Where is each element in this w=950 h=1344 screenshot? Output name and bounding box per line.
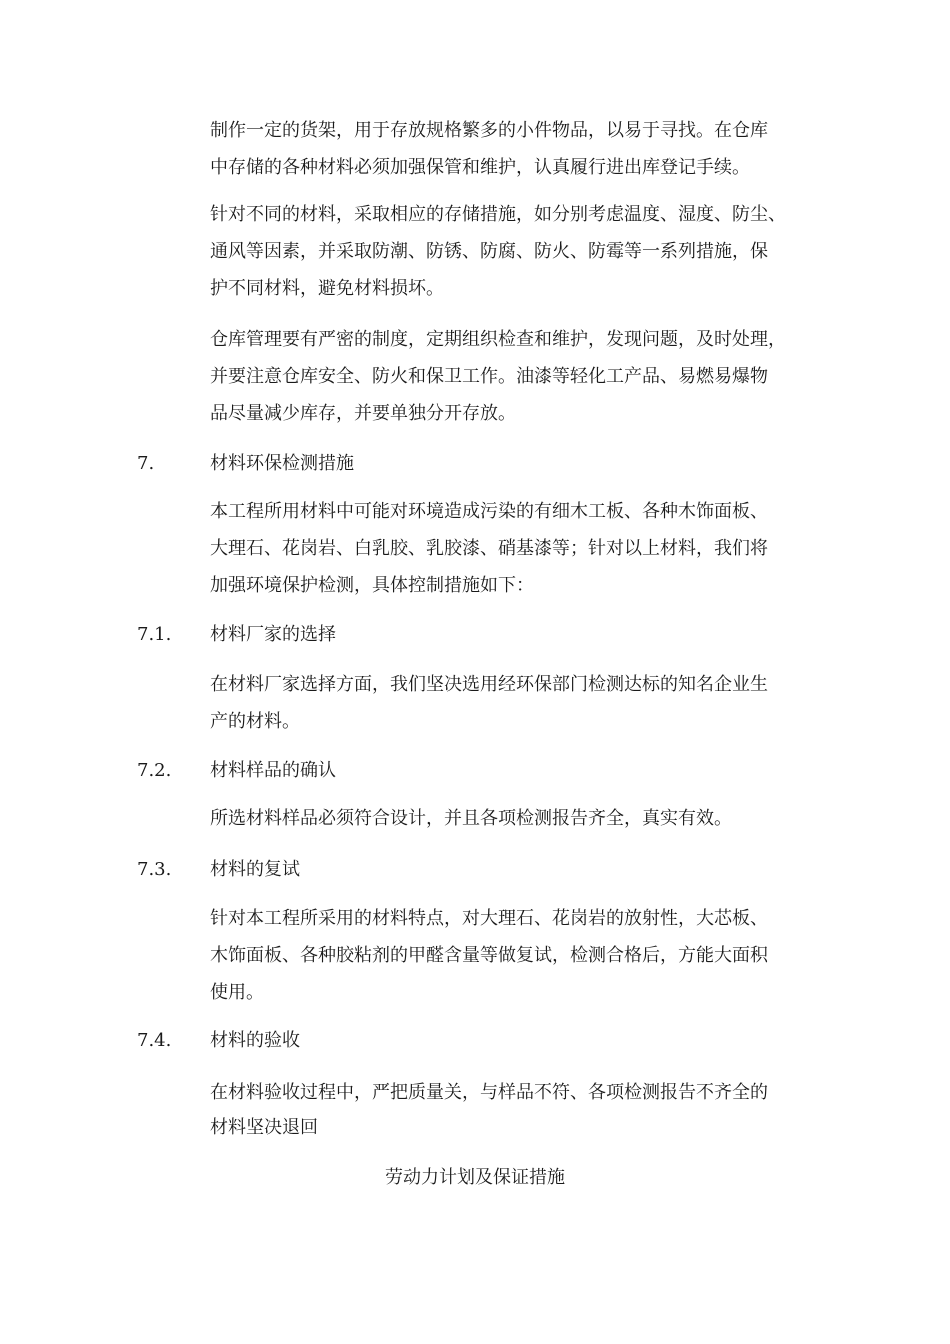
section-heading-7-4 [0, 1026, 950, 1056]
section-heading-7-1 [0, 620, 950, 650]
paragraph-shelving [210, 112, 822, 186]
section-number: 7.2. [137, 760, 172, 781]
text-line: 大理石、花岗岩、白乳胶、乳胶漆、硝基漆等；针对以上材料，我们将 [210, 538, 768, 559]
text-line: 针对不同的材料，采取相应的存储措施，如分别考虑温度、湿度、防尘、 [210, 204, 786, 225]
section-number: 7.1. [137, 624, 172, 645]
paragraph-storage-measures [210, 196, 822, 307]
text-line: 加强环境保护检测，具体控制措施如下： [210, 575, 534, 596]
text-line: 使用。 [210, 982, 264, 1003]
section-7-4-body [210, 1074, 822, 1145]
paragraph-warehouse-management [210, 321, 822, 432]
text-line: 产的材料。 [210, 711, 300, 732]
section-heading-7 [0, 449, 950, 479]
text-line: 材料坚决退回 [210, 1117, 318, 1138]
section-heading-7-2 [0, 756, 950, 786]
text-line: 在材料验收过程中，严把质量关，与样品不符、各项检测报告不齐全的 [210, 1082, 768, 1103]
text-line: 所选材料样品必须符合设计，并且各项检测报告齐全，真实有效。 [210, 808, 732, 829]
text-line: 本工程所用材料中可能对环境造成污染的有细木工板、各种木饰面板、 [210, 501, 768, 522]
text-line: 针对本工程所采用的材料特点，对大理石、花岗岩的放射性，大芯板、 [210, 908, 768, 929]
section-title: 材料环保检测措施 [210, 453, 354, 474]
section-number: 7.3. [137, 859, 172, 880]
text-line: 制作一定的货架，用于存放规格繁多的小件物品，以易于寻找。在仓库 [210, 120, 768, 141]
section-title: 材料厂家的选择 [210, 624, 336, 645]
text-line: 中存储的各种材料必须加强保管和维护，认真履行进出库登记手续。 [210, 157, 750, 178]
section-title: 材料的验收 [210, 1030, 300, 1051]
section-number: 7.4. [137, 1030, 172, 1051]
text-line: 护不同材料，避免材料损坏。 [210, 278, 444, 299]
text-line: 在材料厂家选择方面，我们坚决选用经环保部门检测达标的知名企业生 [210, 674, 768, 695]
section-7-3-body [210, 900, 822, 1011]
chapter-title: 劳动力计划及保证措施 [385, 1167, 565, 1188]
section-7-body [210, 493, 822, 604]
text-line: 仓库管理要有严密的制度，定期组织检查和维护，发现问题，及时处理， [210, 329, 786, 350]
text-line: 木饰面板、各种胶粘剂的甲醛含量等做复试，检测合格后，方能大面积 [210, 945, 768, 966]
section-heading-7-3 [0, 855, 950, 885]
text-line: 通风等因素，并采取防潮、防锈、防腐、防火、防霉等一系列措施，保 [210, 241, 768, 262]
section-number: 7. [137, 453, 155, 474]
section-title: 材料的复试 [210, 859, 300, 880]
section-7-1-body [210, 666, 822, 740]
section-7-2-body [210, 800, 822, 837]
section-title: 材料样品的确认 [210, 760, 336, 781]
text-line: 并要注意仓库安全、防火和保卫工作。油漆等轻化工产品、易燃易爆物 [210, 366, 768, 387]
text-line: 品尽量减少库存，并要单独分开存放。 [210, 403, 516, 424]
